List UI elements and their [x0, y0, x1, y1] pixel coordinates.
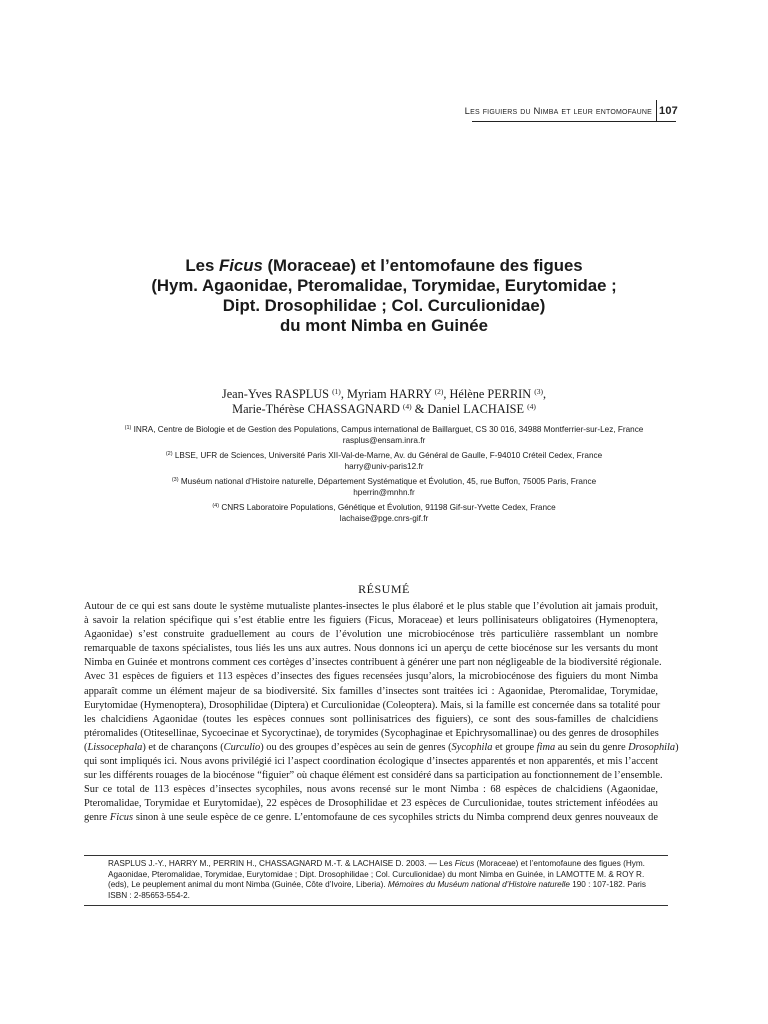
affiliation-2: $^{(2)}$ LBSE, UFR de Sciences, Université Paris XII-Val-de-Marne, Av. du Général de Gaulle, F-94010 Créteil Cedex, France harry@univ-paris12.fr	[84, 451, 684, 472]
author-list	[84, 387, 684, 417]
abstract-line: Agaonidae) s’est construite graduellement au cours de l’évolution une microbiocénose très particulière rassemblant un nombre	[84, 629, 658, 641]
authors-line-1: Jean-Yves RASPLUS $^{(1)}$, Myriam HARRY $^{(2)}$, Hélène PERRIN $^{(3)}$,	[221, 387, 547, 401]
citation-isbn: ISBN : 2-85653-554-2.	[108, 890, 190, 900]
abstract-line: apparaît comme un élément majeur de sa biodiversité. Six familles d’insectes sont traitées ici : Agaonidae, Pteromalidae, Torymidae,	[84, 685, 658, 697]
running-title: Les figuiers du Nimba et leur entomofaune	[464, 106, 652, 117]
citation-box	[84, 855, 668, 906]
header-rule	[472, 121, 676, 122]
abstract-line: sur les différents rouages de la biocénose “figuier” où chaque élément est considéré dans sa participation au fonctionnement de l’ensemble.	[84, 770, 663, 782]
title-genus-italic: Ficus	[218, 256, 263, 275]
page-number: 107	[659, 105, 678, 117]
authors-line-2: Marie-Thérèse CHASSAGNARD $^{(4)}$ & Daniel LACHAISE $^{(4)}$	[232, 402, 536, 416]
abstract-line: Pteromalidae, Torymidae et Eurytomidae), 22 espèces de Drosophilidae et 23 espèces de Curculionidae, toutes strictement inféodées au	[84, 798, 658, 810]
affiliation-1: $^{(1)}$ INRA, Centre de Biologie et de Gestion des Populations, Campus international de Baillarguet, CS 30 016, 34988 Montferrier-sur-Lez, France rasplus@ensam.inra.fr	[84, 425, 684, 446]
citation-line: Agaonidae, Pteromalidae, Torymidae, Eurytomidae ; Dipt. Drosophilidae ; Col. Curculionidae) du mont Nimba en Guinée, in LAMOTTE M. & ROY R.	[108, 869, 645, 879]
title-line-2: (Hym. Agaonidae, Pteromalidae, Torymidae, Eurytomidae ;	[151, 276, 617, 295]
abstract-line: Autour de ce qui est sans doute le système mutualiste plantes-insectes le plus élaboré et le plus stable que l’évolution ait jamais produit,	[84, 601, 658, 612]
title-line-1: Les Ficus (Moraceae) et l’entomofaune des figues	[185, 256, 583, 275]
affiliation-email: rasplus@ensam.inra.fr	[342, 435, 426, 445]
article-title	[84, 256, 684, 336]
abstract-line: ptéromalides (Otitesellinae, Sycoecinae et Sycoryctinae), de torymides (Sycophaginae et Epichrysomallinae) ou des genres de drosophiles	[84, 727, 659, 739]
abstract-heading: RÉSUMÉ	[358, 582, 410, 596]
abstract-line: les chalcidiens Agaonidae (toutes les espèces connues sont pollinisatrices des figuiers), ce sont des sous-familles de chalcidiens	[84, 713, 658, 725]
abstract-line: Avec 31 espèces de figuiers et 113 espèces d’insectes des figues recensées jusqu’alors, la microbiocénose des figuiers du mont Nimba	[84, 671, 658, 683]
abstract-line: à savoir la relation spécifique qui s’est établie entre les figuiers (Ficus, Moraceae) et leurs pollinisateurs obligatoires (Hymenoptera,	[84, 615, 658, 627]
affiliation-4: $^{(4)}$ CNRS Laboratoire Populations, Génétique et Évolution, 91198 Gif-sur-Yvette Cedex, France lachaise@pge.cnrs-gif.fr	[84, 503, 684, 524]
affiliations	[84, 425, 684, 529]
header-separator	[656, 100, 657, 122]
affiliation-email: harry@univ-paris12.fr	[344, 461, 424, 471]
title-line-4: du mont Nimba en Guinée	[280, 316, 488, 335]
running-header	[420, 104, 676, 122]
affiliation-email: lachaise@pge.cnrs-gif.fr	[339, 513, 429, 523]
abstract-line: genre Ficus sinon à une seule espèce de ce genre. L’entomofaune de ces sycophiles stricts du Nimba comprend deux genres nouveaux de	[84, 812, 658, 824]
abstract-line: Eurytomidae (Hymenoptera), Drosophilidae (Diptera) et Curculionidae (Coleoptera). Mais, si la famille est concernée dans sa totalité pour	[84, 699, 661, 711]
citation-line: (eds), Le peuplement animal du mont Nimba (Guinée, Côte d’Ivoire, Liberia). Mémoires du Muséum national d’Histoire naturelle 190 : 107-182. Paris	[108, 880, 646, 890]
affiliation-email: hperrin@mnhn.fr	[353, 487, 415, 497]
citation-line: RASPLUS J.-Y., HARRY M., PERRIN H., CHASSAGNARD M.-T. & LACHAISE D. 2003. — Les Ficus (Moraceae) et l’entomofaune des figues (Hym.	[108, 859, 645, 868]
abstract-line: (Lissocephala) et de charançons (Curculio) ou des groupes d’espèces au sein de genres (Sycophila et groupe fima au sein du genre Drosophila)	[84, 741, 679, 753]
abstract-line: Sur ce total de 113 espèces d’insectes sycophiles, nous avons recensé sur le mont Nimba : 68 espèces de chalcidiens (Agaonidae,	[84, 784, 658, 796]
abstract-body	[84, 600, 679, 826]
abstract-line: remarquable de taxons spécialistes, tous liés les uns aux autres. Nous donnons ici un aperçu de cette biocénose sur les versants du mont	[84, 643, 658, 655]
affiliation-3: $^{(3)}$ Muséum national d’Histoire naturelle, Département Systématique et Évolution, 45, rue Buffon, 75005 Paris, France hperrin@mnhn.fr	[84, 477, 684, 498]
title-line-3: Dipt. Drosophilidae ; Col. Curculionidae)	[222, 296, 546, 315]
abstract-line: Nimba en Guinée et montrons comment ces cortèges d’insectes contribuent à générer une part non négligeable de la biodiversité régionale.	[84, 657, 662, 669]
abstract-line: qui sont impliqués ici. Nous avons privilégié ici l’aspect coordination écologique d’insectes apparentés et non apparentés, et mis l’accent	[84, 756, 658, 768]
